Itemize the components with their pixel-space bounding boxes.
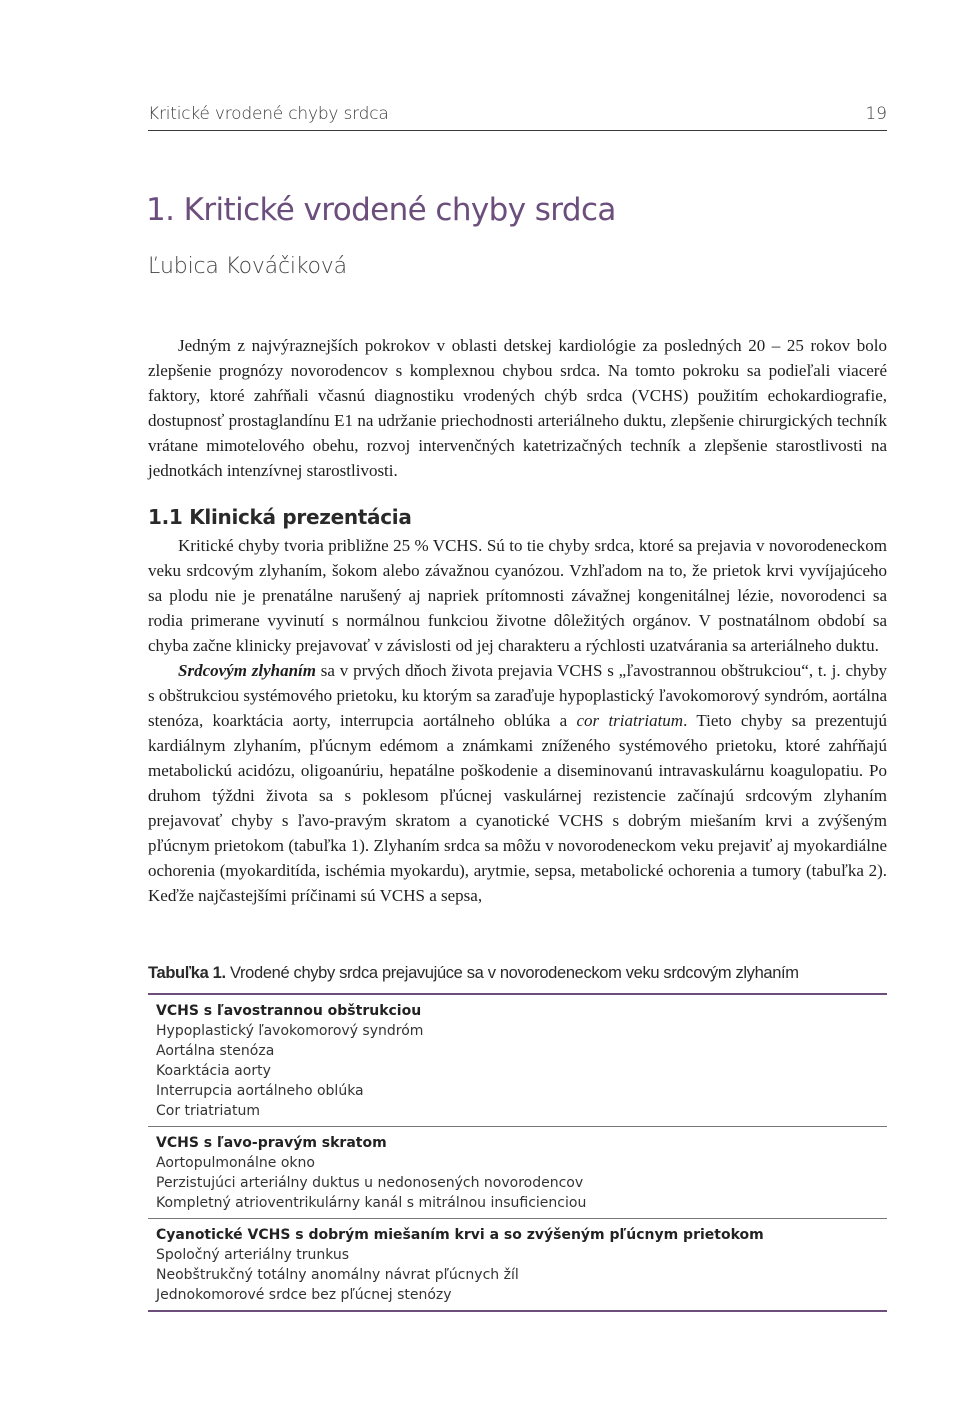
chapter-title: 1. Kritické vrodené chyby srdca [146, 192, 616, 228]
table-caption-label: Tabuľka 1. [148, 964, 226, 982]
lead-term: Srdcovým zlyhaním [178, 661, 316, 680]
latin-term: cor triatriatum [576, 711, 684, 730]
table-caption-text: Vrodené chyby srdca prejavujúce sa v novorodeneckom veku srdcovým zlyhaním [229, 964, 799, 982]
section-paragraph-1: Kritické chyby tvoria približne 25 % VCHS. Sú to tie chyby srdca, ktoré sa prejavia v novorodeneckom veku srdcovým zlyhaním, šokom alebo závažnou cyanózou. Vzhľadom na to, že prietok krvi vyvíjajúceho sa plodu nie je prenatálne narušený aj napriek prítomnosti závažnej kongenitálnej lézie, novorodenci sa rodia primerane vyvinutí s normálnou funkciou životne dôležitých orgánov. V postnatálnom období sa chyba začne klinicky prejavovať v závislosti od jej charakteru a rýchlosti uzatvárania sa arteriálneho duktu. [148, 536, 887, 655]
table-item: Interrupcia aortálneho oblúka [156, 1083, 364, 1099]
section-paragraph-2 [148, 658, 887, 908]
table-group-heading: VCHS s ľavostrannou obštrukciou [156, 1003, 422, 1019]
table-item: Spoločný arteriálny trunkus [156, 1247, 350, 1263]
table-group-heading: Cyanotické VCHS s dobrým miešaním krvi a so zvýšeným pľúcnym prietokom [156, 1227, 764, 1243]
table-item: Neobštrukčný totálny anomálny návrat pľúcnych žíl [156, 1267, 519, 1283]
table-item: Perzistujúci arteriálny duktus u nedonosených novorodencov [156, 1175, 584, 1191]
page-number: 19 [865, 104, 887, 124]
running-title: Kritické vrodené chyby srdca [148, 104, 389, 124]
table-item: Cor triatriatum [156, 1103, 260, 1119]
running-header [148, 102, 887, 131]
section-heading: 1.1 Klinická prezentácia [148, 505, 412, 529]
table-item: Koarktácia aorty [156, 1063, 271, 1079]
table-item: Hypoplastický ľavokomorový syndróm [156, 1023, 424, 1039]
table-caption [148, 964, 799, 983]
defects-table [148, 993, 887, 1312]
table-item: Aortálna stenóza [156, 1043, 275, 1059]
table-group [148, 995, 887, 1127]
section-body [148, 533, 887, 908]
table-group-heading: VCHS s ľavo-pravým skratom [156, 1135, 387, 1151]
table-group [148, 1219, 887, 1310]
table-item: Jednokomorové srdce bez pľúcnej stenózy [156, 1287, 452, 1303]
paragraph-2-text-a: sa v prvých dňoch života prejavia VCHS s „ľavostrannou obštrukciou“, t. j. chyby s obštrukciou systémového prietoku, ku ktorým sa zaraďuje hypoplastický ľavokomorový syndróm, aortálna stenóza, koarktácia aorty, interrupcia aortálneho oblúka a [148, 661, 887, 730]
intro-paragraph: Jedným z najvýraznejších pokrokov v oblasti detskej kardiológie za posledných 20 – 25 rokov bolo zlepšenie prognózy novorodencov s komplexnou chybou srdca. Na tomto pokroku sa podieľali viaceré faktory, ktoré zahŕňali včasnú diagnostiku vrodených chýb srdca (VCHS) použitím echokardiografie, dostupnosť prostaglandínu E1 na udržanie priechodnosti arteriálneho duktu, zlepšenie chirurgických techník vrátane mimotelového obehu, rozvoj intervenčných katetrizačných techník a zlepšenie starostlivosti na jednotkách intenzívnej starostlivosti. [148, 336, 887, 480]
chapter-author: Ľubica Kováčiková [148, 254, 347, 279]
table-group [148, 1127, 887, 1219]
paragraph-2-text-b: . Tieto chyby sa prezentujú kardiálnym zlyhaním, pľúcnym edémom a známkami zníženého systémového prietoku, ktoré zahŕňajú metabolickú acidózu, oligoanúriu, hepatálne poškodenie a diseminovanú intravaskulárnu koagulopatiu. Po druhom týždni života sa s poklesom pľúcnej vaskulárnej rezistencie začínajú srdcovým zlyhaním prejavovať chyby s ľavo-pravým skratom a cyanotické VCHS s dobrým miešaním krvi a zvýšeným pľúcnym prietokom (tabuľka 1). Zlyhaním srdca sa môžu v novorodeneckom veku prejaviť aj myokardiálne ochorenia (myokarditída, ischémia myokardu), arytmie, sepsa, metabolické ochorenia a tumory (tabuľka 2). Keďže najčastejšími príčinami sú VCHS a sepsa, [148, 711, 887, 905]
table-item: Kompletný atrioventrikulárny kanál s mitrálnou insuficienciou [156, 1195, 587, 1211]
table-item: Aortopulmonálne okno [156, 1155, 315, 1171]
